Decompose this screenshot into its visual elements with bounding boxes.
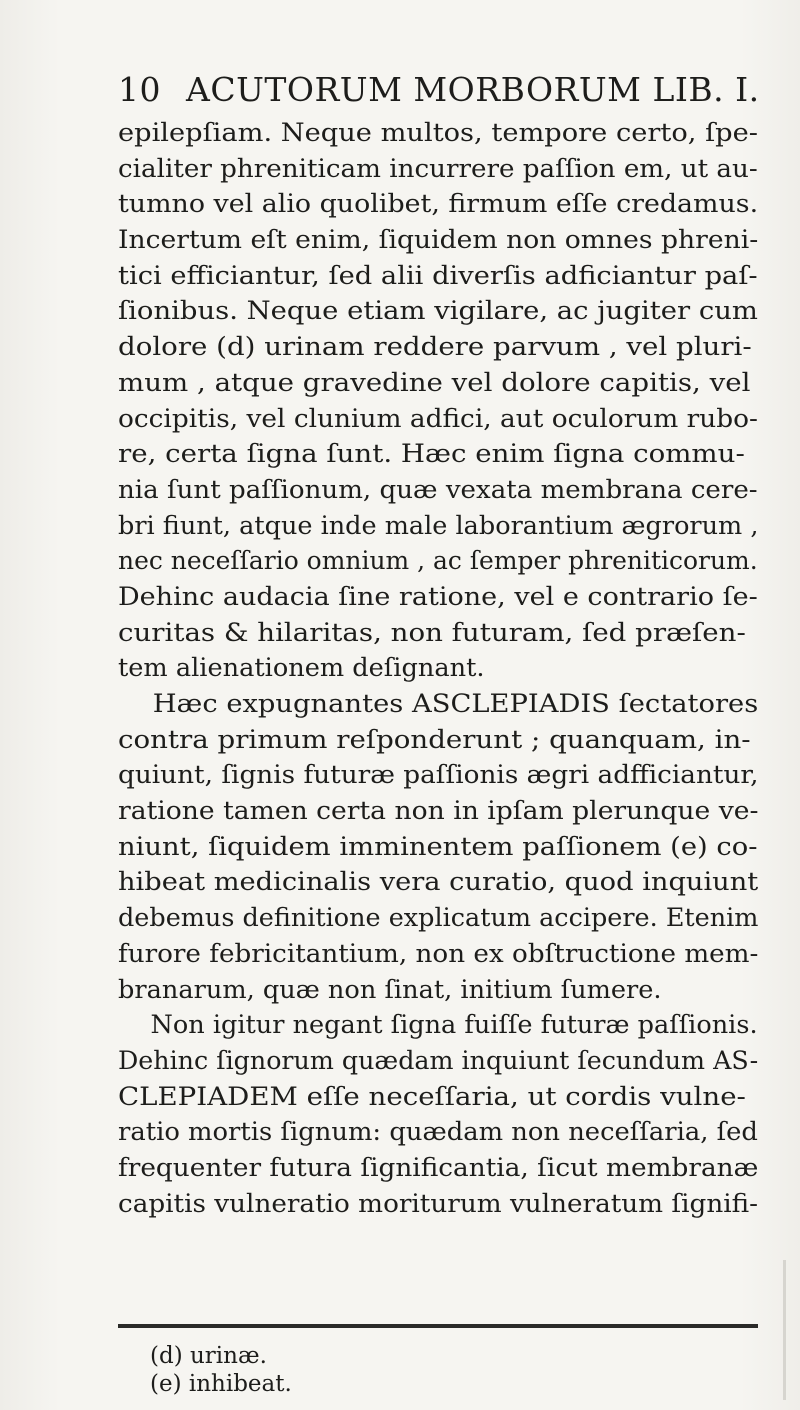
running-header: [118, 70, 758, 110]
text-line: furore febricitantium, non ex obſtructione mem-: [118, 938, 759, 969]
text-line: CLEPIADEM eſſe neceſſaria, ut cordis vulne-: [118, 1081, 746, 1112]
text-line: quiunt, ſignis futuræ paſſionis ægri adfficiantur,: [118, 760, 759, 791]
footnotes: [150, 1342, 550, 1398]
page-edge-mark: [783, 1260, 786, 1400]
text-line: re, certa ſigna ſunt. Hæc enim ſigna commu-: [118, 439, 745, 470]
running-title: ACUTORUM MORBORUM LIB. I.: [186, 70, 760, 109]
main-text: [118, 116, 758, 1222]
text-line: Non igitur negant ſigna fuiſſe futuræ paſſionis.: [118, 1010, 758, 1041]
text-line: hibeat medicinalis vera curatio, quod inquiunt: [118, 867, 759, 898]
text-line: dolore (d) urinam reddere parvum , vel pluri-: [118, 332, 752, 363]
text-line: Dehinc audacia ſine ratione, vel e contrario ſe-: [118, 581, 758, 612]
text-line: epilepſiam. Neque multos, tempore certo, ſpe-: [118, 118, 758, 148]
text-line: curitas & hilaritas, non futuram, ſed præſen-: [118, 617, 746, 648]
text-line: branarum, quæ non ſinat, initium ſumere.: [118, 974, 662, 1005]
page-number: 10: [118, 70, 161, 109]
text-line: tumno vel alio quolibet, firmum eſſe credamus.: [118, 189, 759, 220]
text-line: tici efficiantur, ſed alii diverſis adficiantur paſ-: [118, 260, 758, 291]
text-line: tem alienationem deſignant.: [118, 653, 485, 684]
text-line: capitis vulneratio moriturum vulneratum ſignifi-: [118, 1188, 759, 1219]
text-line: Incertum eſt enim, ſiquidem non omnes phreni-: [118, 225, 759, 256]
text-line: cialiter phreniticam incurrere paſſion em, ut au-: [118, 153, 758, 184]
text-line: mum , atque gravedine vel dolore capitis, vel: [118, 367, 751, 398]
text-line: nec neceſſario omnium , ac ſemper phreniticorum.: [118, 546, 758, 577]
text-line: nia ſunt paſſionum, quæ vexata membrana cere-: [118, 474, 758, 505]
text-line: debemus definitione explicatum accipere. Etenim: [118, 903, 759, 934]
text-line: bri fiunt, atque inde male laborantium ægrorum ,: [118, 510, 759, 541]
footnote: (e) inhibeat.: [150, 1371, 292, 1397]
text-line: Hæc expugnantes ASCLEPIADIS ſectatores: [118, 689, 759, 719]
text-line: contra primum reſponderunt ; quanquam, in-: [118, 724, 751, 755]
text-line: Dehinc ſignorum quædam inquiunt ſecundum AS-: [118, 1045, 759, 1076]
text-line: ratio mortis ſignum: quædam non neceſſaria, ſed: [118, 1117, 758, 1148]
footnote-rule: [118, 1324, 758, 1328]
footnote: (d) urinæ.: [150, 1343, 267, 1369]
text-line: ratione tamen certa non in ipſam plerunque ve-: [118, 796, 759, 827]
text-line: niunt, ſiquidem imminentem paſſionem (e) co-: [118, 831, 758, 862]
text-line: frequenter futura ſignificantia, ſicut membranæ: [118, 1152, 759, 1183]
text-line: occipitis, vel clunium adfici, aut oculorum rubo-: [118, 403, 758, 434]
text-line: ſionibus. Neque etiam vigilare, ac jugiter cum: [118, 296, 758, 327]
